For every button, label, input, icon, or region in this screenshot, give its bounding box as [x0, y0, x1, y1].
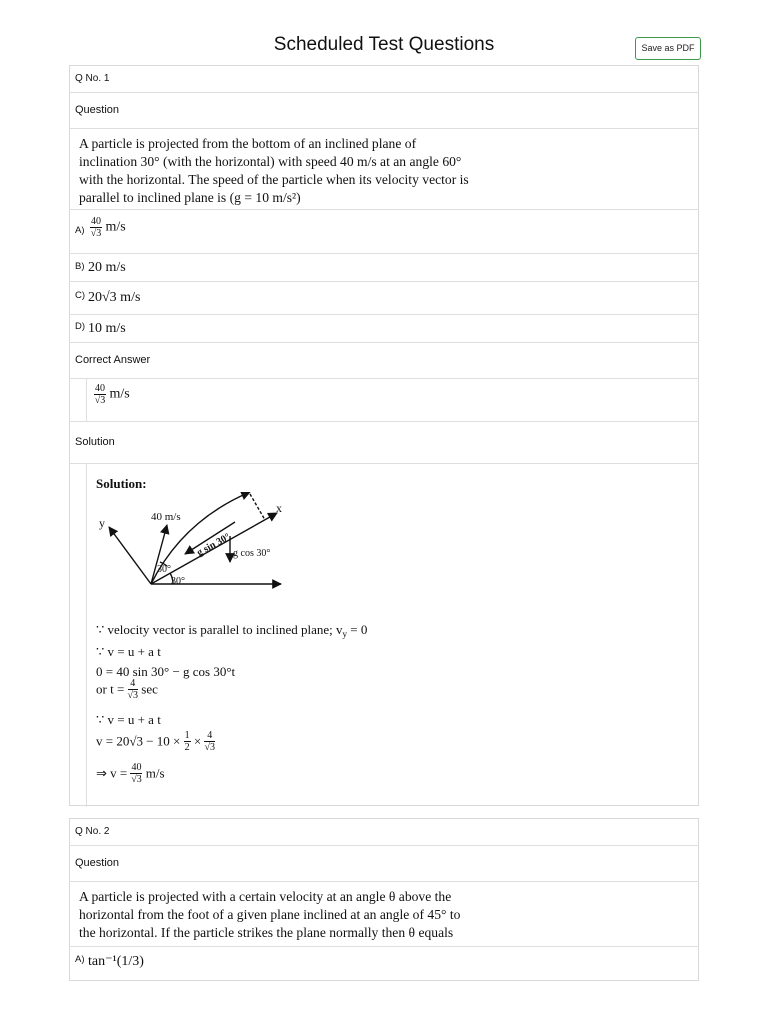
- y-axis: [109, 527, 151, 584]
- question-label-row: [70, 846, 698, 882]
- solution-label: Solution: [75, 436, 115, 448]
- option-letter: B): [75, 261, 85, 272]
- correct-answer-value: $\frac{40}{√3}$ m/s: [94, 383, 130, 406]
- question-line: A particle is projected from the bottom of an inclined plane of: [79, 136, 417, 151]
- question-card-2: [69, 818, 699, 981]
- solution-box: [86, 464, 698, 807]
- projectile-diagram: [87, 492, 327, 642]
- question-line: parallel to inclined plane is (g = 10 m/s²): [79, 190, 301, 205]
- fraction: $\frac{40}{√3}$: [90, 216, 102, 239]
- angle-label-2: 30°: [171, 576, 185, 587]
- correct-answer-box: [86, 379, 698, 421]
- question-card-1: [69, 65, 699, 806]
- question-label: Question: [75, 857, 120, 869]
- option-value: 20 m/s: [88, 260, 126, 275]
- option-b[interactable]: [70, 254, 698, 282]
- speed-label: 40 m/s: [151, 511, 181, 523]
- angle-label-1: 30°: [157, 564, 171, 575]
- option-d[interactable]: [70, 315, 698, 343]
- question-label: Question: [75, 104, 120, 116]
- question-line: A particle is projected with a certain velocity at an angle θ above the: [79, 889, 452, 904]
- option-value: 10 m/s: [88, 321, 126, 336]
- question-line: the horizontal. If the particle strikes the plane normally then θ equals: [79, 925, 454, 940]
- velocity-vector: [151, 525, 167, 584]
- question-line: horizontal from the foot of a given plane inclined at an angle of 45° to: [79, 907, 461, 922]
- save-as-pdf-button[interactable]: Save as PDF: [635, 37, 701, 60]
- question-line: with the horizontal. The speed of the particle when its velocity vector is: [79, 172, 469, 187]
- solution-row: [70, 464, 698, 807]
- question-line: inclination 30° (with the horizontal) with speed 40 m/s at an angle 60°: [79, 154, 462, 169]
- option-letter: A): [75, 225, 85, 236]
- correct-answer-label: Correct Answer: [75, 354, 151, 366]
- perpendicular-dashed: [250, 494, 265, 520]
- solution-label-row: [70, 422, 698, 464]
- x-axis-label: x: [276, 501, 282, 515]
- question-number: Q No. 1: [75, 73, 110, 84]
- correct-answer-row: [70, 379, 698, 422]
- page-title: Scheduled Test Questions: [273, 34, 495, 55]
- solution-line-2: ∵ v = u + a t: [96, 644, 161, 659]
- option-letter: A): [75, 954, 85, 965]
- y-axis-label: y: [99, 516, 105, 530]
- question-number-row: [70, 819, 698, 846]
- solution-line-3: 0 = 40 sin 30° − g cos 30°t: [96, 664, 236, 679]
- option-letter: D): [75, 321, 86, 332]
- option-value: tan⁻¹(1/3): [88, 954, 144, 969]
- solution-line-7: ⇒ v = $\frac{40}{√3}$ m/s: [96, 762, 165, 785]
- question-text-row: [70, 882, 698, 947]
- fraction: $\frac{40}{√3}$: [94, 383, 106, 406]
- question-text-row: [70, 129, 698, 210]
- solution-line-4: or t = $\frac{4}{√3}$ sec: [96, 678, 158, 701]
- solution-line-1: ∵ velocity vector is parallel to inclined plane; $v_y = 0$: [96, 622, 368, 639]
- option-a[interactable]: [70, 947, 698, 980]
- option-value: $\frac{40}{√3}$ m/s: [90, 216, 126, 239]
- question-text: [70, 882, 698, 942]
- solution-line-6: v = 20√3 − 10 × $\frac{1}{2}$ × $\frac{4}{√3}$: [96, 730, 215, 753]
- question-label-row: [70, 93, 698, 129]
- question-number-row: [70, 66, 698, 93]
- question-number: Q No. 2: [75, 826, 110, 837]
- correct-answer-label-row: [70, 343, 698, 379]
- g-cos-label: g cos 30°: [233, 548, 271, 559]
- question-text: [70, 129, 698, 207]
- option-letter: C): [75, 290, 86, 301]
- solution-line-5: ∵ v = u + a t: [96, 712, 161, 727]
- option-a[interactable]: [70, 210, 698, 254]
- g-sin-label: g sin 30°: [195, 531, 233, 559]
- option-value: 20√3 m/s: [88, 290, 141, 305]
- option-c[interactable]: [70, 282, 698, 315]
- solution-heading: Solution:: [96, 476, 147, 491]
